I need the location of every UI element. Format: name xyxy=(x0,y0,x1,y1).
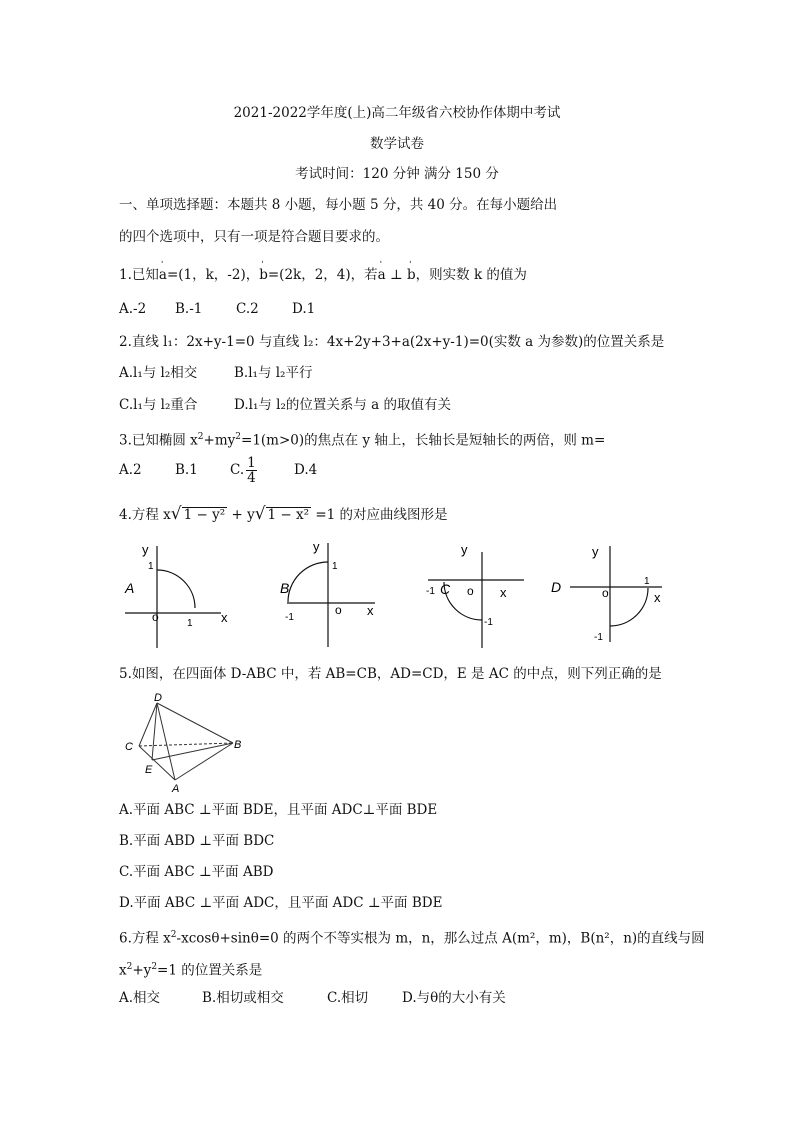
q6-line2-part2: +y xyxy=(132,962,152,979)
origin-label: o xyxy=(467,584,474,598)
q1-vector-a: ˈ a xyxy=(159,266,167,284)
q1-part3: =(2k，2，4)，若 xyxy=(267,267,378,283)
q3-option-c[interactable] xyxy=(230,452,294,488)
question-1-stem xyxy=(119,266,527,284)
x-axis-label: x xyxy=(367,603,374,618)
q1-perp: ⊥ xyxy=(385,267,408,283)
q1-part4: ，则实数 k 的值为 xyxy=(415,267,527,283)
question-6-stem-line2 xyxy=(119,958,262,980)
option-letter: A xyxy=(125,580,135,596)
q4-radicand-2: 1 − x² xyxy=(267,507,310,523)
q4-part2: + y xyxy=(227,507,255,523)
question-4-stem xyxy=(119,505,448,524)
y-axis-label: y xyxy=(142,542,149,557)
x-axis-label: x xyxy=(654,590,661,605)
vertex-label-e: E xyxy=(145,764,153,776)
q2-option-a[interactable]: A.l₁与 l₂相交 xyxy=(119,365,198,381)
q3-sup2: 2 xyxy=(235,432,242,442)
q1-option-c[interactable]: C.2 xyxy=(236,301,259,317)
q4-figure-d[interactable] xyxy=(548,540,670,650)
section-heading-line2: 的四个选项中，只有一项是符合题目要求的。 xyxy=(119,229,389,245)
question-3-stem xyxy=(119,428,605,450)
q4-figure-b[interactable] xyxy=(275,535,385,650)
tick-label: -1 xyxy=(285,612,294,623)
q1-option-a[interactable]: A.-2 xyxy=(119,301,147,317)
option-letter: D xyxy=(551,579,562,595)
option-letter: B xyxy=(280,580,290,596)
q4-figure-a[interactable] xyxy=(115,538,250,653)
q4-figure-c[interactable] xyxy=(420,538,530,653)
q5-option-c[interactable]: C.平面 ABC ⊥平面 ABD xyxy=(119,864,274,880)
question-1-options xyxy=(119,300,315,318)
q2-option-b[interactable]: B.l₁与 l₂平行 xyxy=(234,365,313,381)
fraction-denominator: 4 xyxy=(247,470,256,486)
q3-part2: +my xyxy=(203,432,236,449)
question-2-options-row1 xyxy=(119,364,312,382)
tick-label: 1 xyxy=(148,561,154,572)
exam-subtitle: 数学试卷 xyxy=(370,136,424,152)
q6-part1: 6.方程 x xyxy=(119,930,171,947)
y-axis-label: y xyxy=(461,542,468,557)
q3-option-c-label: C. xyxy=(230,462,245,478)
question-2-stem: 2.直线 l₁：2x+y-1=0 与直线 l₂：4x+2y+3+a(2x+y-1)=0(实数 a 为参数)的位置关系是 xyxy=(119,334,665,350)
y-axis-label: y xyxy=(313,539,320,554)
q1-option-b[interactable]: B.-1 xyxy=(175,301,203,317)
vertex-label-d: D xyxy=(154,692,162,704)
q6-line2-sup1: 2 xyxy=(126,962,133,972)
origin-label: o xyxy=(152,610,159,624)
tick-label: 1 xyxy=(644,576,650,587)
exam-time-info: 考试时间：120 分钟 满分 150 分 xyxy=(295,166,499,182)
sqrt-icon: √ xyxy=(254,504,266,524)
tick-label: 1 xyxy=(187,618,193,629)
tick-label: -1 xyxy=(594,632,603,643)
x-axis-label: x xyxy=(221,610,228,625)
vertex-label-a: A xyxy=(172,783,180,795)
question-3-options xyxy=(119,452,317,488)
y-axis-label: y xyxy=(592,544,599,559)
q2-option-d[interactable]: D.l₁与 l₂的位置关系与 a 的取值有关 xyxy=(234,397,452,413)
q2-option-c[interactable]: C.l₁与 l₂重合 xyxy=(119,397,198,413)
tick-label: -1 xyxy=(484,617,493,628)
q6-option-a[interactable]: A.相交 xyxy=(119,990,161,1006)
tick-label: 1 xyxy=(332,561,338,572)
q3-part1: 3.已知椭圆 x xyxy=(119,432,198,449)
q6-line2-part3: =1 的位置关系是 xyxy=(157,962,263,979)
question-6-options xyxy=(119,989,506,1007)
vertex-label-b: B xyxy=(234,739,242,751)
origin-label: o xyxy=(335,603,342,617)
q3-option-b[interactable]: B.1 xyxy=(175,462,198,478)
q6-part2: -xcosθ+sinθ=0 的两个不等实根为 m，n，那么过点 A(m²，m)，B(n²，n)的直线与圆 xyxy=(176,930,705,947)
vertex-label-c: C xyxy=(125,741,133,753)
question-6-stem-line1 xyxy=(119,926,705,948)
q1-part2: =(1，k，-2)， xyxy=(166,267,260,283)
q5-tetrahedron-figure xyxy=(118,690,253,795)
q4-part1: 4.方程 x xyxy=(119,507,171,523)
q3-option-a[interactable]: A.2 xyxy=(119,462,142,478)
q5-option-d[interactable]: D.平面 ABC ⊥平面 ADC，且平面 ADC ⊥平面 BDE xyxy=(119,895,443,911)
q6-sup: 2 xyxy=(170,930,177,940)
x-axis-label: x xyxy=(500,585,507,600)
origin-label: o xyxy=(602,586,609,600)
q1-option-d[interactable]: D.1 xyxy=(292,301,316,317)
q3-option-c-fraction xyxy=(246,456,257,485)
section-heading-line1: 一、单项选择题：本题共 8 小题，每小题 5 分，共 40 分。在每小题给出 xyxy=(119,197,558,213)
q5-option-a[interactable]: A.平面 ABC ⊥平面 BDE，且平面 ADC⊥平面 BDE xyxy=(119,802,438,818)
q4-part3: =1 的对应曲线图形是 xyxy=(311,507,448,523)
exam-title: 2021-2022学年度(上)高二年级省六校协作体期中考试 xyxy=(233,105,561,121)
question-5-stem: 5.如图，在四面体 D-ABC 中，若 AB=CB，AD=CD，E 是 AC 的中点，则下列正确的是 xyxy=(119,666,662,682)
option-letter: C xyxy=(440,581,451,597)
q6-line2-sup2: 2 xyxy=(151,962,158,972)
q3-option-d[interactable]: D.4 xyxy=(294,462,318,478)
q6-option-b[interactable]: B.相切或相交 xyxy=(202,990,284,1006)
question-2-options-row2 xyxy=(119,396,451,414)
sqrt-icon: √ xyxy=(170,504,182,524)
q6-option-d[interactable]: D.与θ的大小有关 xyxy=(402,990,506,1006)
q1-vector-b2: ˈ b xyxy=(407,266,416,284)
q6-option-c[interactable]: C.相切 xyxy=(327,990,369,1006)
q3-sup1: 2 xyxy=(197,432,204,442)
fraction-numerator: 1 xyxy=(247,455,256,471)
q1-vector-a2: ˈ a xyxy=(378,266,386,284)
q5-option-b[interactable]: B.平面 ABD ⊥平面 BDC xyxy=(119,833,275,849)
q6-line2-part1: x xyxy=(119,962,127,979)
tick-label: -1 xyxy=(426,586,435,597)
q1-vector-b: ˈ b xyxy=(259,266,268,284)
q4-radicand-1: 1 − y² xyxy=(183,507,226,523)
q3-part3: =1(m>0)的焦点在 y 轴上，长轴长是短轴长的两倍，则 m= xyxy=(241,432,606,449)
q1-part1: 1.已知 xyxy=(119,267,159,283)
